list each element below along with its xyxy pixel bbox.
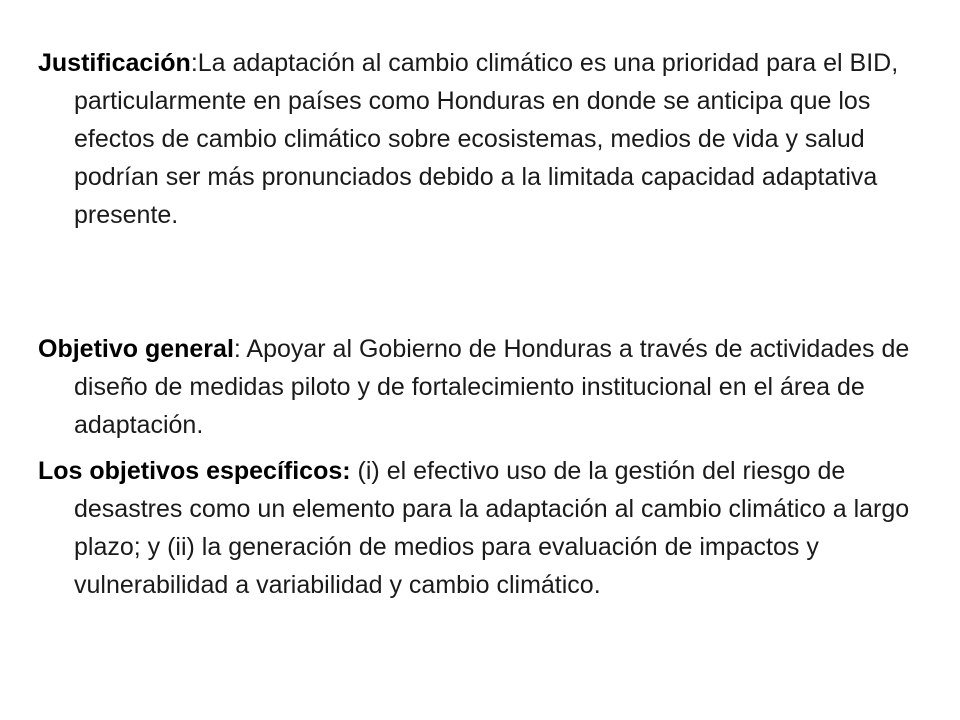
- objetivos-especificos-paragraph: [38, 452, 914, 604]
- justificacion-paragraph: [38, 44, 914, 234]
- objetivo-general-paragraph: [38, 330, 914, 444]
- objetivo-general-text: : Apoyar al Gobierno de Honduras a través de actividades de diseño de medidas piloto y de fortalecimiento institucional en el área de adaptación.: [74, 335, 910, 439]
- objetivos-especificos-text: (i) el efectivo uso de la gestión del riesgo de desastres como un elemento para la adaptación al cambio climático a largo plazo; y (ii) la generación de medios para evaluación de impactos y vulnerabilidad a variabilidad y cambio climático.: [74, 457, 910, 599]
- justificacion-text: :La adaptación al cambio climático es una prioridad para el BID, particularmente en países como Honduras en donde se anticipa que los efectos de cambio climático sobre ecosistemas, medios de vida y salud podrían ser más pronunciados debido a la limitada capacidad adaptativa presente.: [74, 49, 899, 229]
- objetivos-especificos-heading: Los objetivos específicos:: [38, 457, 351, 485]
- objetivo-general-heading: Objetivo general: [38, 335, 234, 363]
- justificacion-heading: Justificación: [38, 49, 191, 77]
